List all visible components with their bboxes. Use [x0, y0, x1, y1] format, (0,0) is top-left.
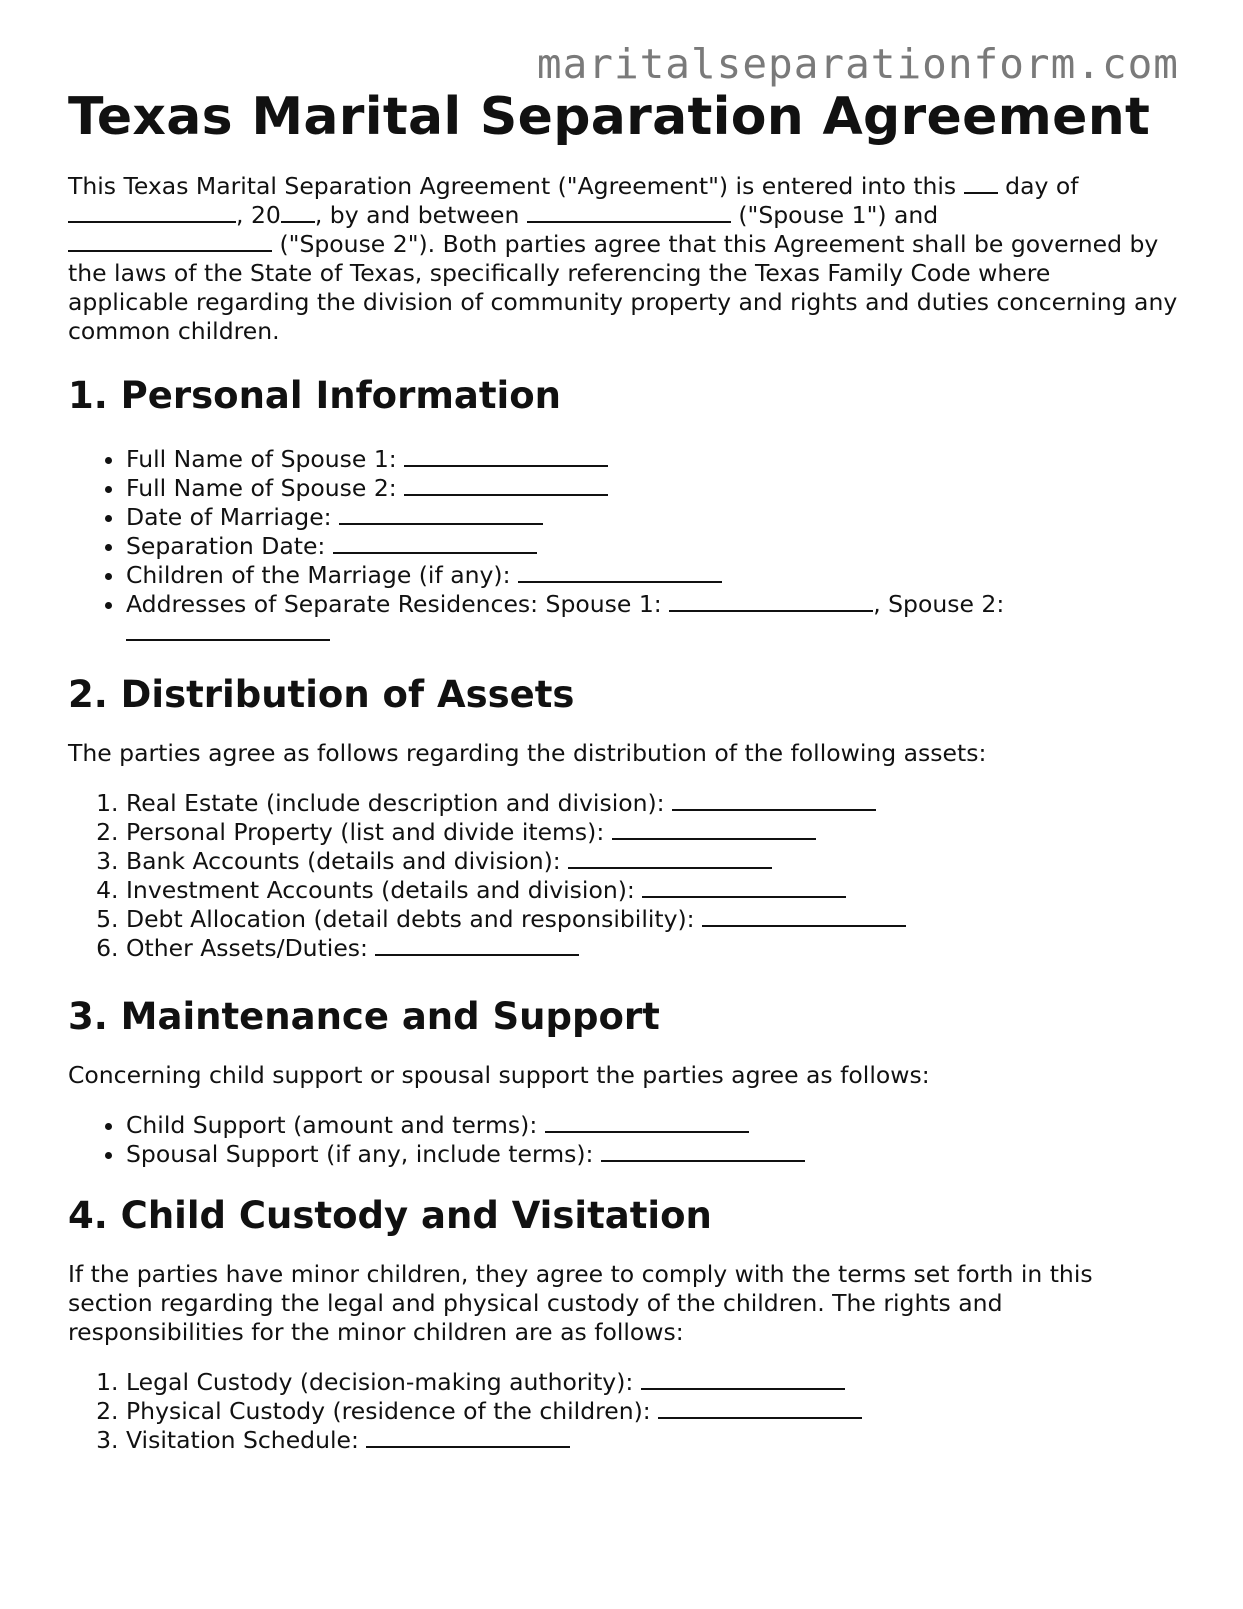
section-heading-custody: 4. Child Custody and Visitation — [68, 1194, 712, 1237]
item-label: Full Name of Spouse 2: — [126, 474, 397, 502]
document-title: Texas Marital Separation Agreement — [68, 87, 1151, 147]
section-heading-personal: 1. Personal Information — [68, 374, 561, 417]
item-label: Full Name of Spouse 1: — [126, 445, 397, 473]
assets-list — [68, 789, 1178, 963]
item-label: Other Assets/Duties: — [126, 934, 368, 962]
fill-blank — [612, 818, 816, 840]
watermark: maritalseparationform.com — [536, 40, 1179, 88]
assets-intro: The parties agree as follows regarding the distribution of the following assets: — [68, 739, 987, 767]
fill-blank — [672, 789, 876, 811]
fill-blank — [366, 1426, 570, 1448]
fill-blank — [658, 1397, 862, 1419]
intro-text-2: day of — [1005, 172, 1079, 200]
intro-text-6: ("Spouse 2"). Both parties agree that this Agreement shall be governed by the laws of the State of Texas, specifically referencing the Texas Family Code where applicable regarding the division of community property and rights and duties concerning any common children. — [68, 230, 1178, 345]
list-item — [126, 1140, 1178, 1169]
list-item — [126, 934, 1178, 963]
custody-list — [68, 1368, 1178, 1455]
list-item — [126, 561, 1178, 590]
spouse1-blank — [527, 201, 731, 223]
fill-blank — [518, 561, 722, 583]
list-item — [126, 847, 1178, 876]
item-label: Investment Accounts (details and division): — [126, 876, 635, 904]
section-heading-support: 3. Maintenance and Support — [68, 995, 660, 1038]
list-item — [126, 1111, 1178, 1140]
personal-info-list — [68, 445, 1178, 648]
item-label: Child Support (amount and terms): — [126, 1111, 538, 1139]
item-label: Personal Property (list and divide items): — [126, 818, 605, 846]
year-blank — [281, 201, 315, 223]
item-label: Date of Marriage: — [126, 503, 332, 531]
fill-blank — [702, 905, 906, 927]
custody-intro: If the parties have minor children, they agree to comply with the terms set forth in this section regarding the legal and physical custody of the children. The rights and responsibilities for the minor children are as follows: — [68, 1260, 1093, 1346]
intro-text-3: , 20 — [236, 201, 281, 229]
month-blank — [68, 201, 236, 223]
intro-text-5: ("Spouse 1") and — [738, 201, 939, 229]
item-label: Debt Allocation (detail debts and responsibility): — [126, 905, 695, 933]
fill-blank — [333, 532, 537, 554]
list-item — [126, 590, 1178, 648]
list-item — [126, 503, 1178, 532]
list-item — [126, 1426, 1178, 1455]
day-blank — [964, 172, 998, 194]
document-page — [68, 84, 1178, 1455]
support-list — [68, 1111, 1178, 1169]
fill-blank — [601, 1140, 805, 1162]
section-heading-assets: 2. Distribution of Assets — [68, 673, 575, 716]
item-label-suffix: , Spouse 2: — [873, 590, 1005, 618]
item-label: Separation Date: — [126, 532, 326, 560]
item-label: Children of the Marriage (if any): — [126, 561, 511, 589]
fill-blank — [669, 590, 873, 612]
fill-blank — [375, 934, 579, 956]
list-item — [126, 445, 1178, 474]
item-label: Physical Custody (residence of the children): — [126, 1397, 651, 1425]
list-item — [126, 905, 1178, 934]
fill-blank — [126, 619, 330, 641]
fill-blank — [545, 1111, 749, 1133]
list-item — [126, 1397, 1178, 1426]
item-label: Real Estate (include description and division): — [126, 789, 665, 817]
intro-text-1: This Texas Marital Separation Agreement ("Agreement") is entered into this — [68, 172, 957, 200]
item-label: Addresses of Separate Residences: Spouse 1: — [126, 590, 662, 618]
intro-text-4: , by and between — [314, 201, 520, 229]
spouse2-blank — [68, 230, 272, 252]
item-label: Spousal Support (if any, include terms): — [126, 1140, 594, 1168]
list-item — [126, 532, 1178, 561]
list-item — [126, 789, 1178, 818]
item-label: Bank Accounts (details and division): — [126, 847, 561, 875]
fill-blank — [642, 876, 846, 898]
support-intro: Concerning child support or spousal support the parties agree as follows: — [68, 1061, 930, 1089]
fill-blank — [568, 847, 772, 869]
list-item — [126, 818, 1178, 847]
item-label: Legal Custody (decision-making authority): — [126, 1368, 634, 1396]
fill-blank — [641, 1368, 845, 1390]
list-item — [126, 1368, 1178, 1397]
fill-blank — [404, 474, 608, 496]
list-item — [126, 876, 1178, 905]
fill-blank — [339, 503, 543, 525]
list-item — [126, 474, 1178, 503]
intro-paragraph — [68, 172, 1178, 346]
fill-blank — [404, 445, 608, 467]
item-label: Visitation Schedule: — [126, 1426, 359, 1454]
